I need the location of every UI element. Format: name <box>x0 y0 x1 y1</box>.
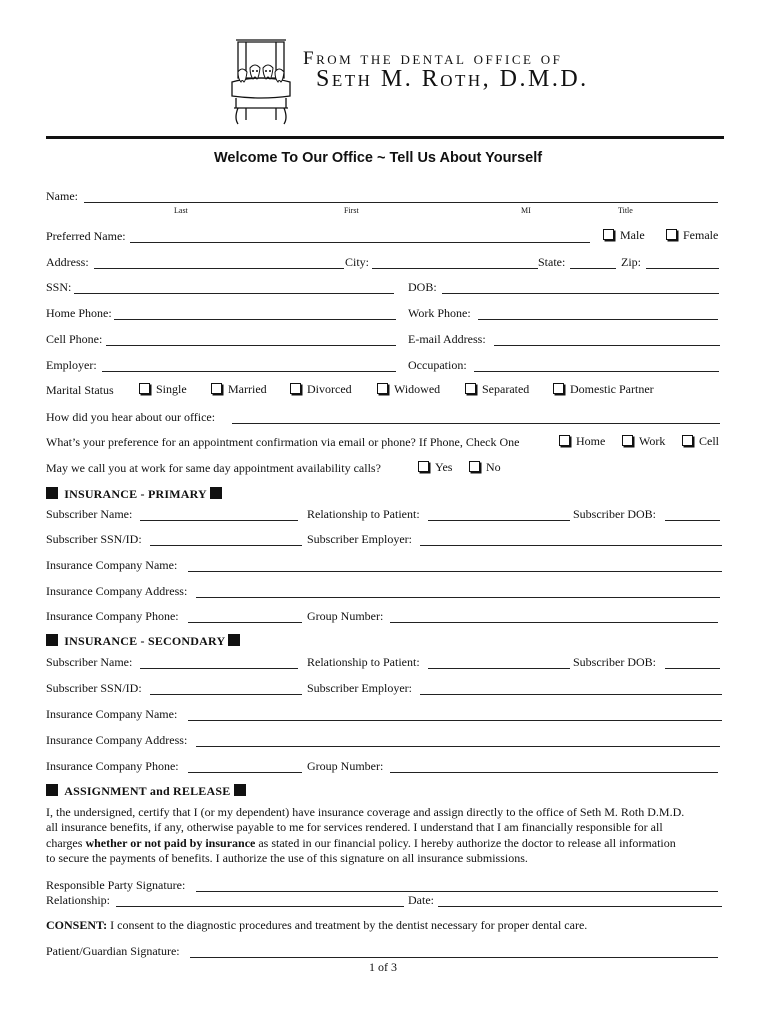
pref-home[interactable] <box>559 434 605 448</box>
marital-separated[interactable] <box>465 382 529 396</box>
address-label: Address: <box>46 255 89 269</box>
marital-status-label: Marital Status <box>46 383 114 397</box>
s-subscriber-dob-label: Subscriber DOB: <box>573 655 656 669</box>
assignment-heading <box>46 784 246 799</box>
section-square-icon <box>228 634 240 646</box>
s-company-phone-label: Insurance Company Phone: <box>46 759 179 773</box>
yes-checkbox[interactable] <box>418 461 429 472</box>
referral-field[interactable] <box>232 423 720 424</box>
s-company-address-field[interactable] <box>196 746 720 747</box>
yes-label: Yes <box>435 460 453 474</box>
work-phone-field[interactable] <box>478 319 718 320</box>
responsible-signature-label: Responsible Party Signature: <box>46 878 186 892</box>
p-subscriber-name-label: Subscriber Name: <box>46 507 133 521</box>
email-field[interactable] <box>494 345 720 346</box>
patient-signature-label: Patient/Guardian Signature: <box>46 944 180 958</box>
male-label: Male <box>620 228 645 242</box>
header-rule <box>46 136 724 139</box>
employer-label: Employer: <box>46 358 97 372</box>
name-sub-mi: MI <box>521 206 531 215</box>
section-square-icon <box>46 634 58 646</box>
p-subscriber-employer-label: Subscriber Employer: <box>307 532 412 546</box>
zip-field[interactable] <box>646 268 719 269</box>
pref-work[interactable] <box>622 434 665 448</box>
p-company-phone-label: Insurance Company Phone: <box>46 609 179 623</box>
occupation-label: Occupation: <box>408 358 467 372</box>
s-subscriber-employer-field[interactable] <box>420 694 722 695</box>
no-checkbox[interactable] <box>469 461 480 472</box>
s-subscriber-employer-label: Subscriber Employer: <box>307 681 412 695</box>
marital-single[interactable] <box>139 382 187 396</box>
s-subscriber-name-label: Subscriber Name: <box>46 655 133 669</box>
p-subscriber-ssn-label: Subscriber SSN/ID: <box>46 532 142 546</box>
cell-phone-field[interactable] <box>106 345 396 346</box>
s-subscriber-ssn-field[interactable] <box>150 694 302 695</box>
zip-label: Zip: <box>621 255 641 269</box>
dob-label: DOB: <box>408 280 437 294</box>
name-sub-first: First <box>344 206 359 215</box>
p-relationship-field[interactable] <box>428 520 570 521</box>
male-option[interactable] <box>603 228 645 242</box>
call-at-work-label: May we call you at work for same day appointment availability calls? <box>46 461 381 475</box>
work-phone-label: Work Phone: <box>408 306 471 320</box>
state-label: State: <box>538 255 566 269</box>
male-checkbox[interactable] <box>603 229 614 240</box>
pref-home-checkbox[interactable] <box>559 435 570 446</box>
insurance-primary-heading <box>46 487 222 502</box>
responsible-signature-field[interactable] <box>196 891 718 892</box>
s-group-number-field[interactable] <box>390 772 718 773</box>
assignment-line-2: all insurance benefits, if any, otherwise payable to me for services rendered. I understand that I am financially responsible for all <box>46 820 663 834</box>
insurance-primary-title: INSURANCE - PRIMARY <box>64 487 207 501</box>
ssn-label: SSN: <box>46 280 72 294</box>
ssn-field[interactable] <box>74 293 394 294</box>
single-checkbox[interactable] <box>139 383 150 394</box>
email-label: E-mail Address: <box>408 332 486 346</box>
s-subscriber-name-field[interactable] <box>140 668 298 669</box>
consent-text <box>46 918 587 932</box>
preferred-name-field[interactable] <box>130 242 590 243</box>
assignment-line-1: I, the undersigned, certify that I (or my dependent) have insurance coverage and assign directly to the office of Seth M. Roth D.M.D. <box>46 805 685 819</box>
pref-home-label: Home <box>576 434 606 448</box>
s-subscriber-ssn-label: Subscriber SSN/ID: <box>46 681 142 695</box>
marital-married[interactable] <box>211 382 267 396</box>
domestic-partner-label: Domestic Partner <box>570 382 654 396</box>
referral-label: How did you hear about our office: <box>46 410 216 424</box>
p-subscriber-dob-field[interactable] <box>665 520 720 521</box>
name-sub-last: Last <box>174 206 188 215</box>
pref-work-checkbox[interactable] <box>622 435 633 446</box>
female-label: Female <box>683 228 719 242</box>
married-label: Married <box>228 382 267 396</box>
relationship-field[interactable] <box>116 906 404 907</box>
p-company-name-field[interactable] <box>188 571 722 572</box>
preferred-name-label: Preferred Name: <box>46 229 126 243</box>
occupation-field[interactable] <box>474 371 719 372</box>
p-subscriber-dob-label: Subscriber DOB: <box>573 507 656 521</box>
name-sub-title: Title <box>618 206 633 215</box>
married-checkbox[interactable] <box>211 383 222 394</box>
s-company-name-field[interactable] <box>188 720 722 721</box>
insurance-secondary-heading <box>46 634 240 649</box>
dob-field[interactable] <box>442 293 719 294</box>
call-work-no[interactable] <box>469 460 501 474</box>
date-label: Date: <box>408 893 434 907</box>
assignment-line-3b: as stated in our financial policy. I hereby authorize the doctor to release all information <box>255 836 676 850</box>
marital-domestic-partner[interactable] <box>553 382 654 396</box>
name-field[interactable] <box>84 202 718 203</box>
home-phone-label: Home Phone: <box>46 306 112 320</box>
p-company-phone-field[interactable] <box>188 622 302 623</box>
header-line-1: From the dental office of <box>303 48 563 69</box>
widowed-label: Widowed <box>394 382 441 396</box>
s-company-phone-field[interactable] <box>188 772 302 773</box>
doctor-name: Seth M. Roth, D.M.D. <box>316 66 589 92</box>
p-group-number-label: Group Number: <box>307 609 384 623</box>
section-square-icon <box>210 487 222 499</box>
s-company-address-label: Insurance Company Address: <box>46 733 188 747</box>
p-subscriber-ssn-field[interactable] <box>150 545 302 546</box>
relationship-label: Relationship: <box>46 893 110 907</box>
s-company-name-label: Insurance Company Name: <box>46 707 178 721</box>
assignment-line-4: to secure the payments of benefits. I authorize the use of this signature on all insurance submissions. <box>46 851 528 865</box>
city-field[interactable] <box>372 268 538 269</box>
pref-cell-checkbox[interactable] <box>682 435 693 446</box>
confirmation-preference-label: What’s your preference for an appointment confirmation via email or phone? If Phone, Check One <box>46 435 520 449</box>
p-relationship-label: Relationship to Patient: <box>307 507 420 521</box>
marital-widowed[interactable] <box>377 382 440 396</box>
p-company-name-label: Insurance Company Name: <box>46 558 178 572</box>
page-number: 1 of 3 <box>369 960 397 974</box>
single-label: Single <box>156 382 187 396</box>
s-relationship-field[interactable] <box>428 668 570 669</box>
city-label: City: <box>345 255 370 269</box>
address-field[interactable] <box>94 268 344 269</box>
insurance-secondary-title: INSURANCE - SECONDARY <box>64 634 225 648</box>
cell-phone-label: Cell Phone: <box>46 332 103 346</box>
s-subscriber-dob-field[interactable] <box>665 668 720 669</box>
s-relationship-label: Relationship to Patient: <box>307 655 420 669</box>
section-square-icon <box>46 784 58 796</box>
consent-bold: CONSENT: <box>46 918 108 932</box>
female-option[interactable] <box>666 228 718 242</box>
assignment-line-3a: charges <box>46 836 86 850</box>
employer-field[interactable] <box>102 371 396 372</box>
assignment-line-3 <box>46 836 676 852</box>
assignment-title: ASSIGNMENT and RELEASE <box>64 784 231 798</box>
p-company-address-label: Insurance Company Address: <box>46 584 188 598</box>
pref-work-label: Work <box>639 434 666 448</box>
widowed-checkbox[interactable] <box>377 383 388 394</box>
state-field[interactable] <box>570 268 616 269</box>
p-company-address-field[interactable] <box>196 597 720 598</box>
divorced-checkbox[interactable] <box>290 383 301 394</box>
female-checkbox[interactable] <box>666 229 677 240</box>
call-work-yes[interactable] <box>418 460 452 474</box>
dental-chair-logo <box>228 38 294 126</box>
date-field[interactable] <box>438 906 722 907</box>
page-title: Welcome To Our Office ~ Tell Us About Yourself <box>214 150 543 166</box>
assignment-line-3-bold: whether or not paid by insurance <box>85 836 256 850</box>
no-label: No <box>486 460 501 474</box>
section-square-icon <box>46 487 58 499</box>
name-label: Name: <box>46 189 78 203</box>
consent-body: I consent to the diagnostic procedures and treatment by the dentist necessary for proper dental care. <box>107 918 588 932</box>
section-square-icon <box>234 784 246 796</box>
divorced-label: Divorced <box>307 382 352 396</box>
home-phone-field[interactable] <box>114 319 396 320</box>
marital-divorced[interactable] <box>290 382 352 396</box>
p-subscriber-name-field[interactable] <box>140 520 298 521</box>
separated-label: Separated <box>482 382 530 396</box>
separated-checkbox[interactable] <box>465 383 476 394</box>
pref-cell-label: Cell <box>699 434 719 448</box>
s-group-number-label: Group Number: <box>307 759 384 773</box>
patient-signature-field[interactable] <box>190 957 718 958</box>
pref-cell[interactable] <box>682 434 719 448</box>
domestic-partner-checkbox[interactable] <box>553 383 564 394</box>
p-subscriber-employer-field[interactable] <box>420 545 722 546</box>
p-group-number-field[interactable] <box>390 622 718 623</box>
